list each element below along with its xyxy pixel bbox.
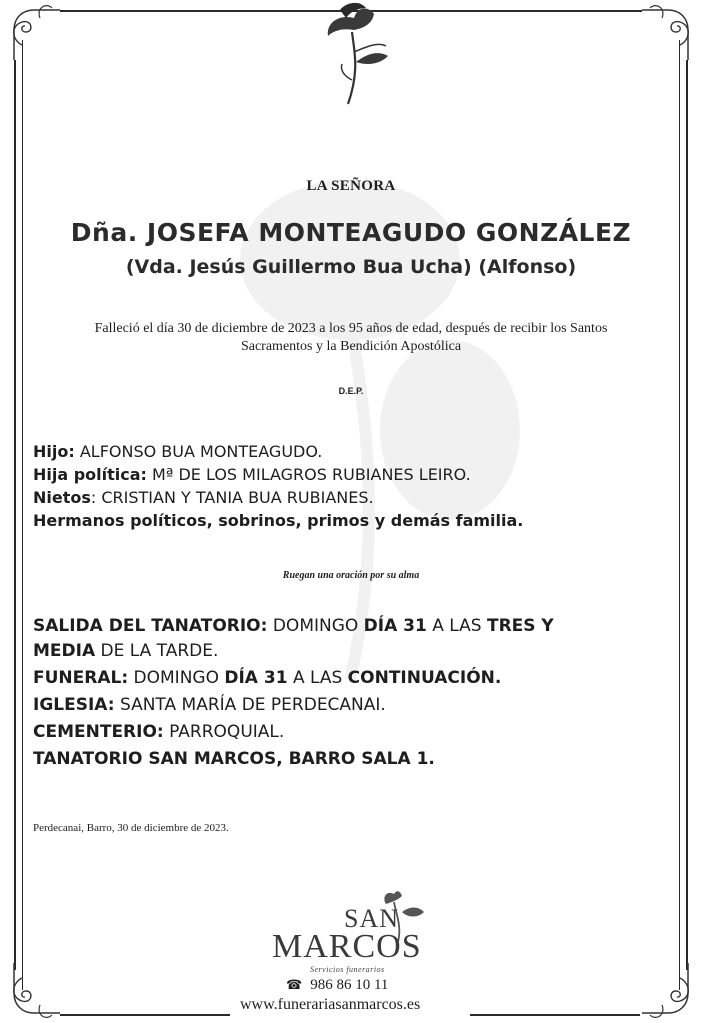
departure-end: DE LA TARDE. [95,641,219,661]
logo-marcos: MARCOS [272,928,422,965]
place-date: Perdecanai, Barro, 30 de diciembre de 2023. [33,822,229,834]
funeral-mid: A LAS [287,668,348,688]
logo-san: SAN [344,904,400,933]
grandchildren-label: Nietos [33,488,91,507]
funeral-time: CONTINUACIÓN. [347,668,502,688]
deceased-subtitle: (Vda. Jesús Guillermo Bua Ucha) (Alfonso) [125,256,577,278]
departure-mid: A LAS [426,616,487,636]
tanatorio-label: TANATORIO SAN MARCOS, BARRO SALA 1. [33,749,435,769]
departure-time-a: TRES Y [486,616,554,636]
logo-tagline: Servicios funerarios [310,965,385,974]
prayer-text: Ruegan una oración por su alma [282,570,420,581]
corner-ornament-top-left [0,0,60,60]
cemetery-label: CEMENTERIO: [33,722,164,742]
son-label: Hijo: [33,442,75,461]
event-tanatorio [33,747,673,772]
event-departure [33,614,673,664]
funeral-day: DÍA 31 [224,668,288,688]
phone-line [286,977,388,994]
phone-number[interactable]: 986 86 10 11 [310,977,389,993]
church-label: IGLESIA: [33,695,115,715]
departure-label: SALIDA DEL TANATORIO: [33,616,268,636]
events-list [33,614,673,774]
death-line-2: Sacramentos y la Bendición Apostólica [240,339,462,354]
frame-right-line [686,60,688,970]
event-church [33,693,673,718]
family-grandchildren [33,486,523,509]
daughter-in-law-label: Hija política: [33,465,147,484]
daughter-in-law-value: Mª DE LOS MILAGROS RUBIANES LEIRO. [146,465,471,484]
family-son [33,440,523,463]
grandchildren-value: : CRISTIAN Y TANIA BUA RUBIANES. [90,488,374,507]
cemetery-value: PARROQUIAL. [163,722,285,742]
son-value: ALFONSO BUA MONTEAGUDO. [74,442,323,461]
family-others [33,509,523,532]
deceased-name: Dña. JOSEFA MONTEAGUDO GONZÁLEZ [70,218,632,247]
flower-watermark-icon [150,170,570,690]
death-notice [0,320,702,356]
event-funeral [33,666,673,691]
funeral-pre: DOMINGO [128,668,225,688]
frame-left-line [14,60,16,970]
church-value: SANTA MARÍA DE PERDECANAI. [114,695,386,715]
funeral-label: FUNERAL: [33,668,129,688]
telephone-icon: ☎ [286,978,303,993]
family-daughter-in-law [33,463,523,486]
website-link[interactable]: www.funerariasanmarcos.es [240,996,421,1013]
family-list [33,440,523,532]
rose-icon [318,0,398,112]
departure-time-b: MEDIA [33,641,96,661]
corner-ornament-bottom-right [642,963,702,1023]
event-cemetery [33,720,673,745]
departure-day-pre: DOMINGO [267,616,364,636]
death-line-1: Falleció el día 30 de diciembre de 2023 a los 95 años de edad, después de recibir los Santos [94,321,608,336]
corner-ornament-bottom-left [0,963,60,1023]
frame-bottom-line [60,1014,230,1016]
corner-ornament-top-right [642,0,702,60]
dep-label: D.E.P. [338,386,364,396]
heading: LA SEÑORA [306,178,396,194]
frame-bottom-line-right [470,1014,640,1016]
departure-day: DÍA 31 [363,616,427,636]
others-label: Hermanos políticos, sobrinos, primos y demás familia. [33,511,524,530]
